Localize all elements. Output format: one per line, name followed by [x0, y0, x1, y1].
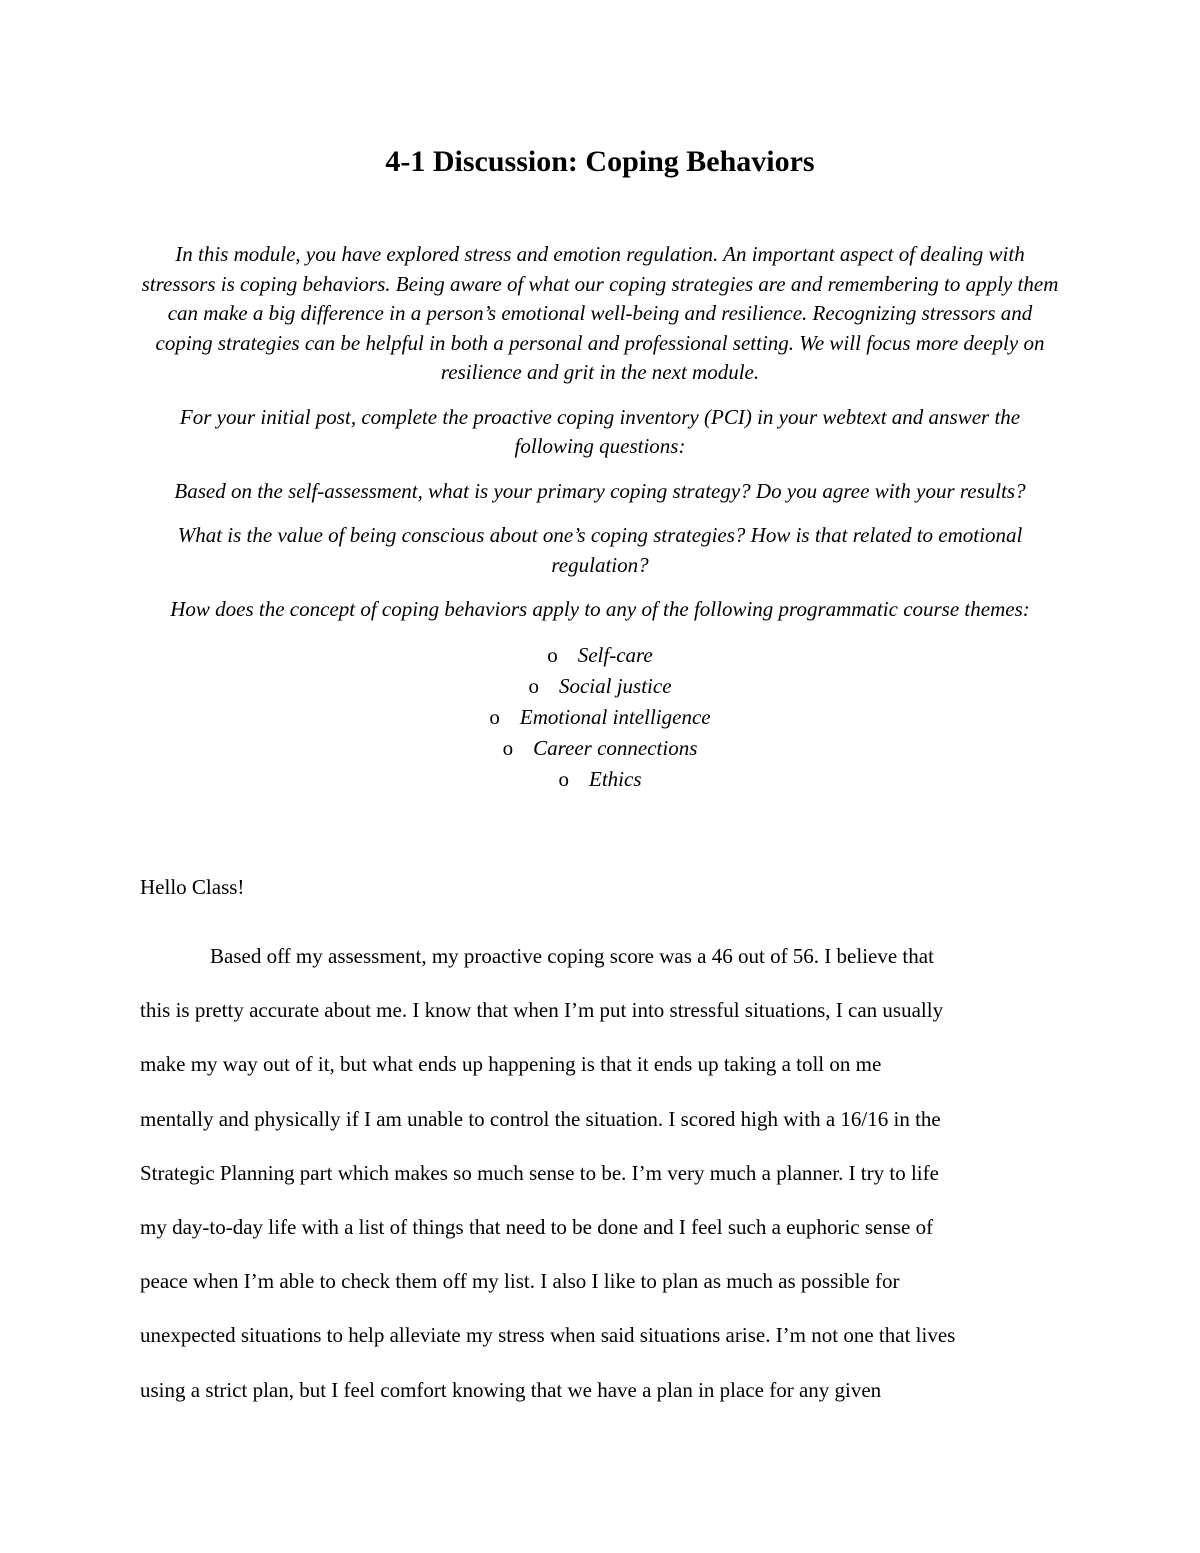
- list-item: [140, 671, 1060, 702]
- document-title: 4-1 Discussion: Coping Behaviors: [385, 145, 815, 178]
- response-line: peace when I’m able to check them off my list. I also I like to plan as much as possible for: [140, 1269, 900, 1294]
- response-line: make my way out of it, but what ends up happening is that it ends up taking a toll on me: [140, 1052, 882, 1077]
- bullet-o-icon: o: [528, 673, 539, 698]
- response-line: my day-to-day life with a list of things that need to be done and I feel such a euphoric sense of: [140, 1214, 934, 1239]
- list-item: [140, 764, 1060, 795]
- theme-label: Social justice: [558, 673, 672, 698]
- response-line: Based off my assessment, my proactive coping score was a 46 out of 56. I believe that: [210, 944, 934, 968]
- prompt-question-1: Based on the self-assessment, what is your primary coping strategy? Do you agree with your results?: [174, 478, 1026, 503]
- bullet-o-icon: o: [547, 642, 558, 667]
- prompt-question-3: How does the concept of coping behaviors apply to any of the following programmatic course themes:: [170, 597, 1030, 621]
- theme-label: Self-care: [577, 642, 653, 667]
- course-themes-list: [140, 640, 1060, 795]
- prompt-intro-paragraph: In this module, you have explored stress and emotion regulation. An important aspect of dealing with stressors is coping behaviors. Being aware of what our coping strategies are and remembering to apply them can make a big difference in a person’s emotional well-being and resilience. Recognizing stressors and coping strategies can be helpful in both a personal and professional setting. We will focus more deeply on resilience and grit in the next module.: [141, 242, 1059, 384]
- bullet-o-icon: o: [489, 704, 500, 729]
- response-line: Strategic Planning part which makes so much sense to be. I’m very much a planner. I try to life: [140, 1160, 939, 1185]
- prompt-instructions-paragraph: For your initial post, complete the proactive coping inventory (PCI) in your webtext and answer the following questions:: [179, 404, 1021, 458]
- response-line: using a strict plan, but I feel comfort knowing that we have a plan in place for any given: [140, 1377, 882, 1402]
- list-item: [140, 733, 1060, 764]
- prompt-question-2: What is the value of being conscious about one’s coping strategies? How is that related to emotional regulation?: [177, 523, 1023, 577]
- bullet-o-icon: o: [502, 735, 514, 760]
- theme-label: Ethics: [589, 766, 642, 791]
- discussion-prompt: [140, 240, 1060, 795]
- theme-label: Career connections: [533, 735, 698, 760]
- theme-label: Emotional intelligence: [519, 704, 711, 729]
- response-body: [140, 940, 1060, 1428]
- response-line: unexpected situations to help alleviate my stress when said situations arise. I’m not one that lives: [140, 1323, 956, 1348]
- bullet-o-icon: o: [558, 766, 569, 791]
- response-greeting: Hello Class!: [140, 875, 245, 899]
- response-line: mentally and physically if I am unable to control the situation. I scored high with a 16/16 in the: [140, 1106, 941, 1131]
- response-line: this is pretty accurate about me. I know that when I’m put into stressful situations, I can usually: [140, 998, 944, 1023]
- list-item: [140, 702, 1060, 733]
- list-item: [140, 640, 1060, 671]
